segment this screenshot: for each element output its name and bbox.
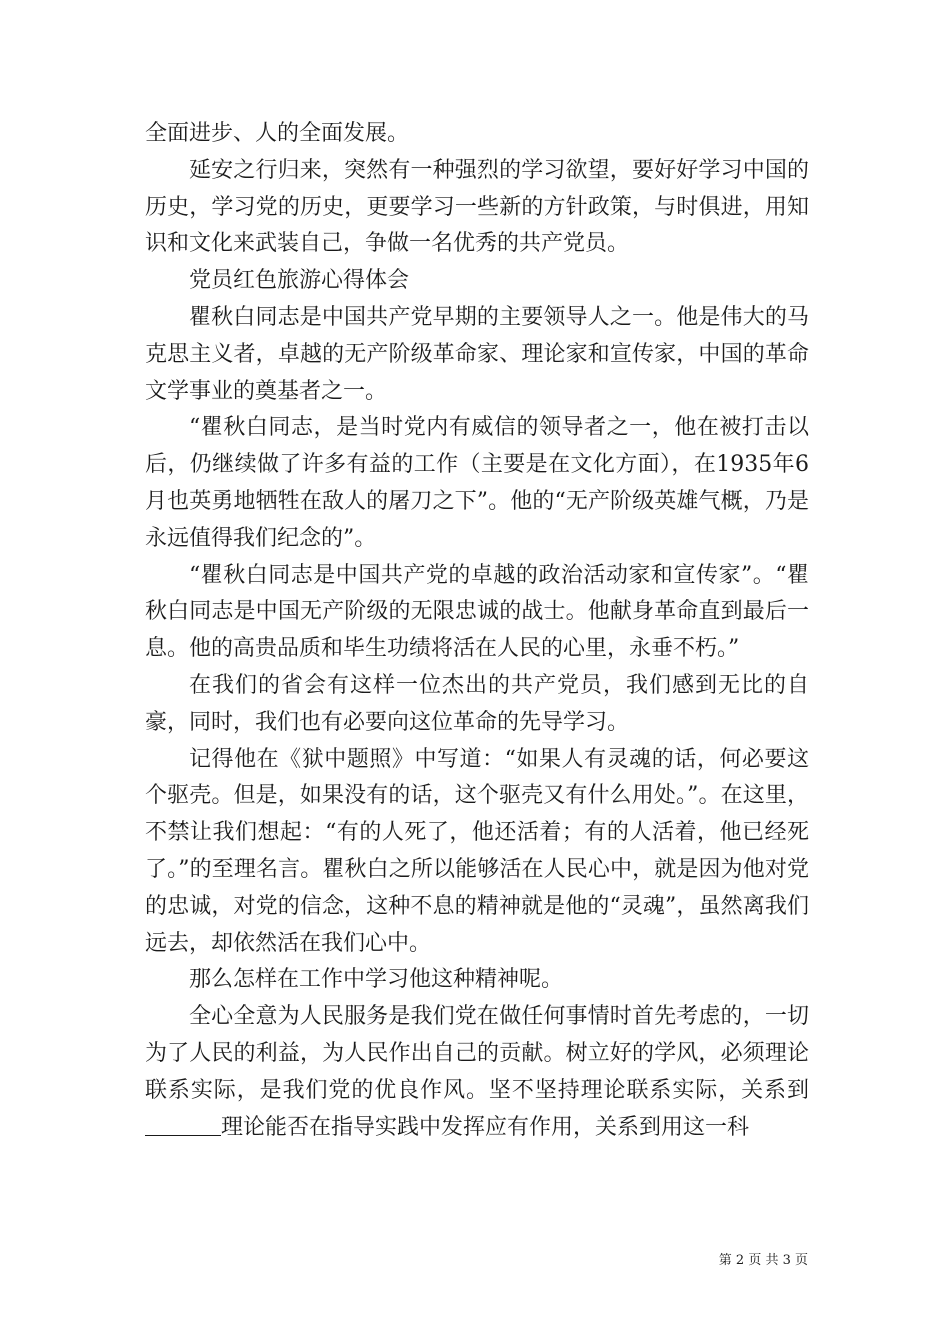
paragraph: 延安之行归来，突然有一种强烈的学习欲望，要好好学习中国的历史，学习党的历史，更要学习一些新的方针政策，与时俱进，用知识和文化来武装自己，争做一名优秀的共产党员。	[145, 157, 809, 257]
paragraph-last-tail: 理论能否在指导实践中发挥应有作用，关系到用这一科	[221, 1114, 750, 1140]
page-number-footer: 第 2 页 共 3 页	[718, 1253, 808, 1268]
paragraph: “瞿秋白同志，是当时党内有威信的领导者之一，他在被打击以后，仍继续做了许多有益的工作（主要是在文化方面），在1935年6月也英勇地牺牲在敌人的屠刀之下”。他的“无产阶级英雄气概，乃是永远值得我们纪念的”。	[145, 415, 809, 551]
paragraph: 记得他在《狱中题照》中写道：“如果人有灵魂的话，何必要这个驱壳。但是，如果没有的话，这个驱壳又有什么用处。”。在这里，不禁让我们想起：“有的人死了，他还活着；有的人活着，他已经死了。”的至理名言。瞿秋白之所以能够活在人民心中，就是因为他对党的忠诚，对党的信念，这种不息的精神就是他的“灵魂”，虽然离我们远去，却依然活在我们心中。	[145, 746, 809, 956]
paragraph: 瞿秋白同志是中国共产党早期的主要领导人之一。他是伟大的马克思主义者，卓越的无产阶级革命家、理论家和宣传家，中国的革命文学事业的奠基者之一。	[145, 304, 809, 404]
paragraph-last	[145, 999, 809, 1146]
paragraph: 那么怎样在工作中学习他这种精神呢。	[189, 967, 564, 993]
document-body	[145, 116, 809, 1146]
paragraph: “瞿秋白同志是中国共产党的卓越的政治活动家和宣传家”。“瞿秋白同志是中国无产阶级的无限忠诚的战士。他献身革命直到最后一息。他的高贵品质和毕生功绩将活在人民的心里，永垂不朽。”	[145, 562, 809, 662]
paragraph: 在我们的省会有这样一位杰出的共产党员，我们感到无比的自豪，同时，我们也有必要向这位革命的先导学习。	[145, 672, 809, 735]
paragraph-last-head: 全心全意为人民服务是我们党在做任何事情时首先考虑的，一切为了人民的利益，为人民作出自己的贡献。树立好的学风，必须理论联系实际，是我们党的优良作风。坚不坚持理论联系实际，关系到	[145, 1004, 809, 1103]
paragraph-continued: 全面进步、人的全面发展。	[145, 121, 410, 146]
fill-in-blank-line	[145, 1113, 221, 1136]
section-heading: 党员红色旅游心得体会	[189, 268, 410, 294]
